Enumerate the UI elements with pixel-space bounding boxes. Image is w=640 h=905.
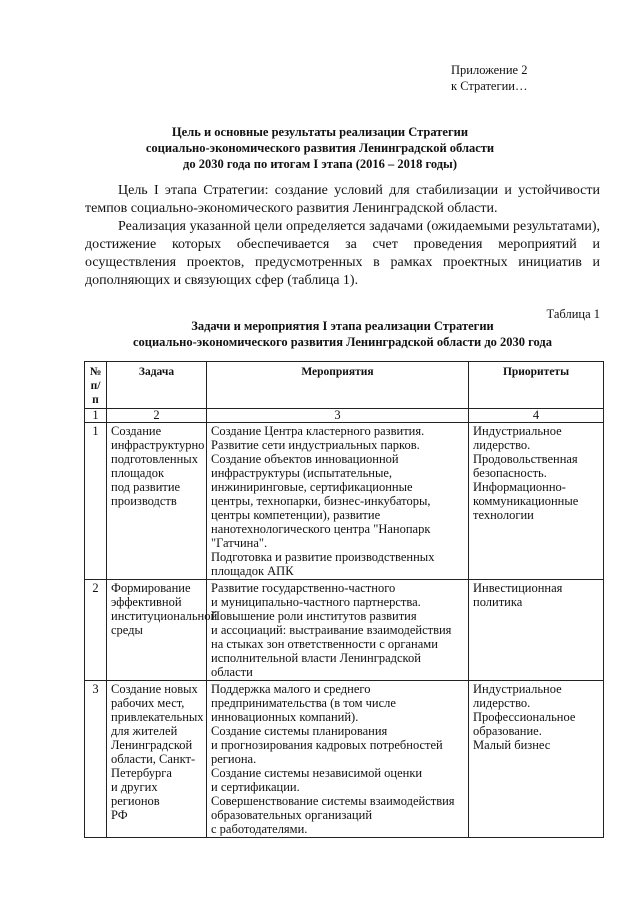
task-line: РФ <box>111 808 128 822</box>
task-line: Петербурга <box>111 766 172 780</box>
measure-line: образовательных организаций <box>211 808 373 822</box>
priority-line: Индустриальное <box>473 682 562 696</box>
priorities-cell <box>469 580 604 681</box>
measure-line: Создание системы планирования <box>211 724 388 738</box>
col-number: 3 <box>207 409 469 423</box>
document-title <box>60 124 580 172</box>
priority-line: лидерство. <box>473 696 531 710</box>
task-line: Ленинградской <box>111 738 193 752</box>
priorities-cell <box>469 681 604 838</box>
title-line-3: до 2030 года по итогам I этапа (2016 – 2018 годы) <box>183 157 457 171</box>
table-header-row <box>85 362 604 409</box>
table-label: Таблица 1 <box>546 307 600 321</box>
task-cell <box>107 580 218 681</box>
measure-line: Подготовка и развитие производственных <box>211 550 435 564</box>
appendix-line-1: Приложение 2 <box>451 63 528 77</box>
task-line: подготовленных <box>111 452 198 466</box>
measure-line: Развитие государственно-частного <box>211 581 396 595</box>
measures-cell <box>207 681 469 838</box>
task-line: привлекательных <box>111 710 204 724</box>
header-num: № п/п <box>85 362 107 409</box>
measure-line: Совершенствование системы взаимодействия <box>211 794 455 808</box>
measure-line: нанотехнологического центра "Нанопарк <box>211 522 431 536</box>
goal-paragraph: Цель I этапа Стратегии: создание условий для стабилизации и устойчивости темпов социально-экономического развития Ленинградской области. <box>85 183 600 216</box>
row-number: 2 <box>85 580 107 681</box>
task-line: производств <box>111 494 177 508</box>
row-number: 1 <box>85 423 107 580</box>
task-line: институциональной <box>111 609 218 623</box>
measure-line: Повышение роли институтов развития <box>211 609 417 623</box>
task-cell <box>107 423 207 580</box>
priority-line: технологии <box>473 508 534 522</box>
task-line: под развитие <box>111 480 181 494</box>
measure-line: Создание системы независимой оценки <box>211 766 423 780</box>
priority-line: Инвестиционная <box>473 581 563 595</box>
table-title <box>85 318 600 350</box>
title-line-1: Цель и основные результаты реализации Стратегии <box>171 125 469 139</box>
table-title-line-1: Задачи и мероприятия I этапа реализации Стратегии <box>191 319 494 333</box>
measure-line: Поддержка малого и среднего <box>211 682 371 696</box>
priority-line: безопасность. <box>473 466 547 480</box>
task-cell <box>107 681 207 838</box>
priority-line: образование. <box>473 724 542 738</box>
task-line: Создание новых <box>111 682 198 696</box>
measure-line: исполнительной власти Ленинградской <box>211 651 421 665</box>
task-line: для жителей <box>111 724 178 738</box>
task-line: и других регионов <box>111 780 160 808</box>
priority-line: коммуникационные <box>473 494 579 508</box>
priority-line: Индустриальное <box>473 424 562 438</box>
measure-line: "Гатчина". <box>211 536 268 550</box>
priority-line: Продовольственная <box>473 452 578 466</box>
measures-cell <box>207 423 469 580</box>
appendix-note <box>451 62 527 94</box>
measure-line: на стыках зон ответственности с органами <box>211 637 438 651</box>
measures-cell <box>207 580 469 681</box>
table-row <box>85 423 604 580</box>
header-task: Задача <box>107 362 207 409</box>
priority-line: лидерство. <box>473 438 531 452</box>
col-number: 2 <box>107 409 207 423</box>
measure-line: и ассоциаций: выстраивание взаимодействия <box>211 623 452 637</box>
measure-line: инжиниринговые, сертификационные <box>211 480 413 494</box>
task-line: Формирование <box>111 581 191 595</box>
priorities-cell <box>469 423 604 580</box>
appendix-line-2: к Стратегии… <box>451 79 528 93</box>
task-line: инфраструктурно <box>111 438 205 452</box>
measure-line: и муниципально-частного партнерства. <box>211 595 421 609</box>
column-number-row <box>85 409 604 423</box>
col-number: 4 <box>469 409 604 423</box>
task-line: среды <box>111 623 143 637</box>
measure-line: и сертификации. <box>211 780 300 794</box>
measure-line: Создание объектов инновационной <box>211 452 399 466</box>
measure-line: инфраструктуры (испытательные, <box>211 466 393 480</box>
task-line: площадок <box>111 466 165 480</box>
measure-line: региона. <box>211 752 257 766</box>
measure-line: центры, технопарки, бизнес-инкубаторы, <box>211 494 431 508</box>
header-priorities: Приоритеты <box>469 362 604 409</box>
priority-line: политика <box>473 595 523 609</box>
priority-line: Малый бизнес <box>473 738 551 752</box>
priority-line: Информационно- <box>473 480 566 494</box>
measure-line: и прогнозирования кадровых потребностей <box>211 738 443 752</box>
measure-line: области <box>211 665 253 679</box>
measure-line: площадок АПК <box>211 564 294 578</box>
measure-line: предпринимательства (в том числе <box>211 696 396 710</box>
table-title-line-2: социально-экономического развития Ленинградской области до 2030 года <box>132 335 553 349</box>
measure-line: Создание Центра кластерного развития. <box>211 424 425 438</box>
table-row <box>85 580 604 681</box>
title-line-2: социально-экономического развития Ленинградской области <box>145 141 495 155</box>
task-line: Создание <box>111 424 162 438</box>
task-line: рабочих мест, <box>111 696 185 710</box>
measure-line: с работодателями. <box>211 822 308 836</box>
task-line: эффективной <box>111 595 182 609</box>
table-row <box>85 681 604 838</box>
col-number: 1 <box>85 409 107 423</box>
realization-paragraph: Реализация указанной цели определяется задачами (ожидаемыми результатами), достижение которых обеспечивается за счет проведения мероприятий и осуществления проектов, предусмотренных в рамках проектных инициатив и дополняющих и связующих сфер (таблица 1). <box>85 219 600 288</box>
priority-line: Профессиональное <box>473 710 576 724</box>
header-measures: Мероприятия <box>207 362 469 409</box>
task-line: области, Санкт- <box>111 752 196 766</box>
row-number: 3 <box>85 681 107 838</box>
tasks-table <box>84 361 604 838</box>
measure-line: инновационных компаний). <box>211 710 359 724</box>
measure-line: Развитие сети индустриальных парков. <box>211 438 420 452</box>
measure-line: центры компетенции), развитие <box>211 508 381 522</box>
